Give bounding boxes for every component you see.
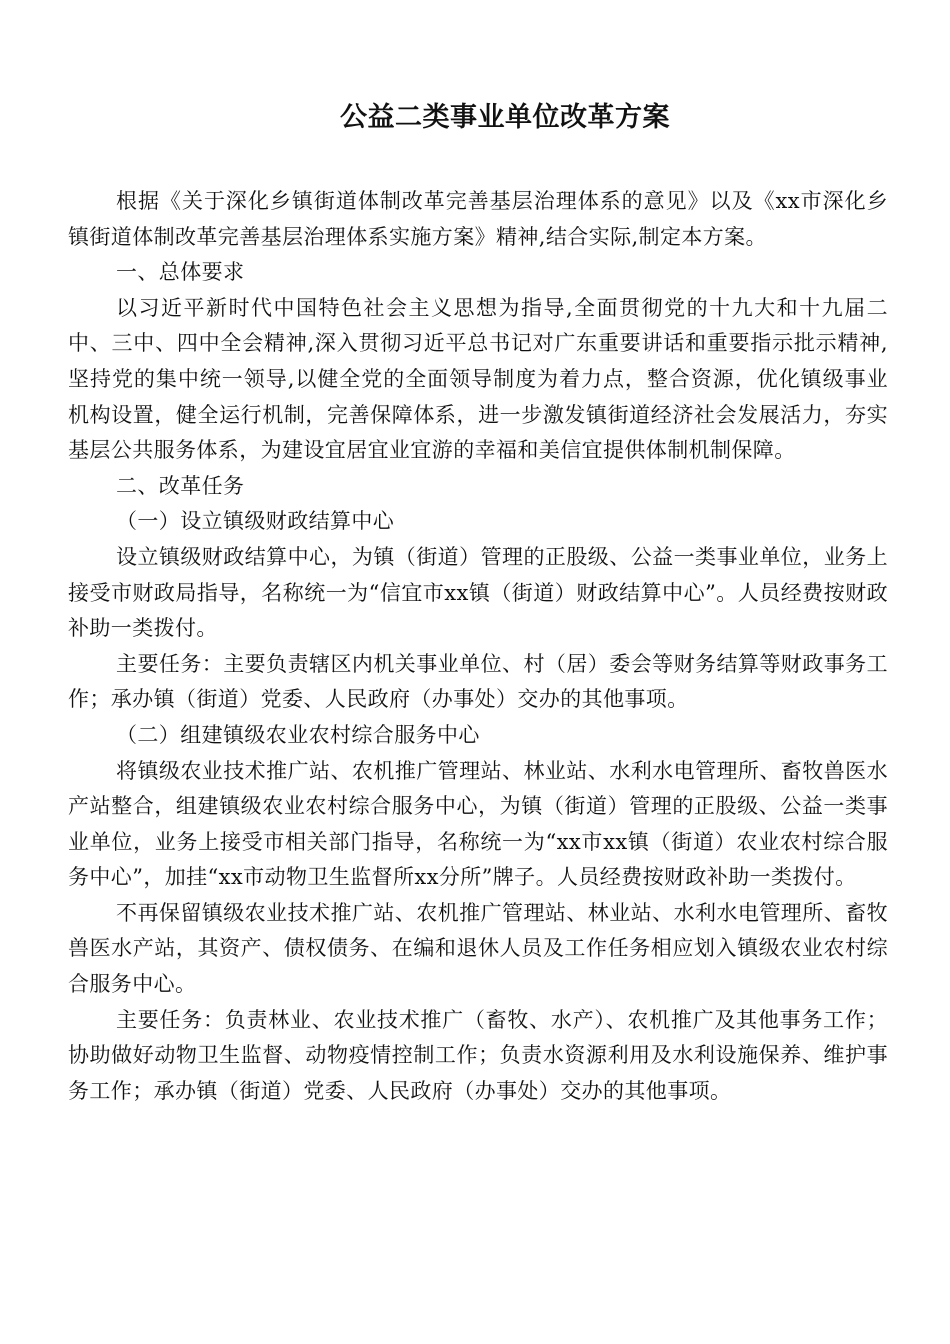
intro-paragraph: 根据《关于深化乡镇街道体制改革完善基层治理体系的意见》以及《xx市深化乡镇街道体制改革完善基层治理体系实施方案》精神,结合实际,制定本方案。: [68, 189, 888, 249]
subsection-heading-agriculture-center: （二）组建镇级农业农村综合服务中心: [116, 722, 480, 747]
finance-center-paragraph: 设立镇级财政结算中心，为镇（街道）管理的正股级、公益一类事业单位，业务上接受市财政局指导，名称统一为“信宜市xx镇（街道）财政结算中心”。人员经费按财政补助一类拨付。: [68, 544, 888, 641]
subsection-heading-finance-center: （一）设立镇级财政结算中心: [116, 509, 395, 534]
agriculture-center-paragraph: 将镇级农业技术推广站、农机推广管理站、林业站、水利水电管理所、畜牧兽医水产站整合，组建镇级农业农村综合服务中心，为镇（街道）管理的正股级、公益一类事业单位，业务上接受市相关部门指导，名称统一为“xx市xx镇（街道）农业农村综合服务中心”，加挂“xx市动物卫生监督所xx分所”牌子。人员经费按财政补助一类拨付。: [68, 758, 888, 890]
document-title: 公益二类事业单位改革方案: [340, 102, 670, 133]
general-requirements-paragraph: 以习近平新时代中国特色社会主义思想为指导,全面贯彻党的十九大和十九届二中、三中、四中全会精神,深入贯彻习近平总书记对广东重要讲话和重要指示批示精神,坚持党的集中统一领导,以健全党的全面领导制度为着力点，整合资源，优化镇级事业机构设置，健全运行机制，完善保障体系，进一步激发镇街道经济社会发展活力，夯实基层公共服务体系，为建设宜居宜业宜游的幸福和美信宜提供体制机制保障。: [68, 295, 888, 463]
agriculture-center-tasks-paragraph: 主要任务：负责林业、农业技术推广（畜牧、水产）、农机推广及其他事务工作；协助做好动物卫生监督、动物疫情控制工作；负责水资源利用及水利设施保养、维护事务工作；承办镇（街道）党委、人民政府（办事处）交办的其他事项。: [68, 1007, 888, 1103]
finance-center-tasks-paragraph: 主要任务：主要负责辖区内机关事业单位、村（居）委会等财务结算等财政事务工作；承办镇（街道）党委、人民政府（办事处）交办的其他事项。: [68, 651, 888, 712]
document-body: [68, 184, 888, 1109]
agriculture-center-transfer-paragraph: 不再保留镇级农业技术推广站、农机推广管理站、林业站、水利水电管理所、畜牧兽医水产站，其资产、债权债务、在编和退休人员及工作任务相应划入镇级农业农村综合服务中心。: [68, 900, 888, 997]
section-heading-reform-tasks: 二、改革任务: [116, 473, 245, 498]
section-heading-general-requirements: 一、总体要求: [116, 260, 245, 285]
